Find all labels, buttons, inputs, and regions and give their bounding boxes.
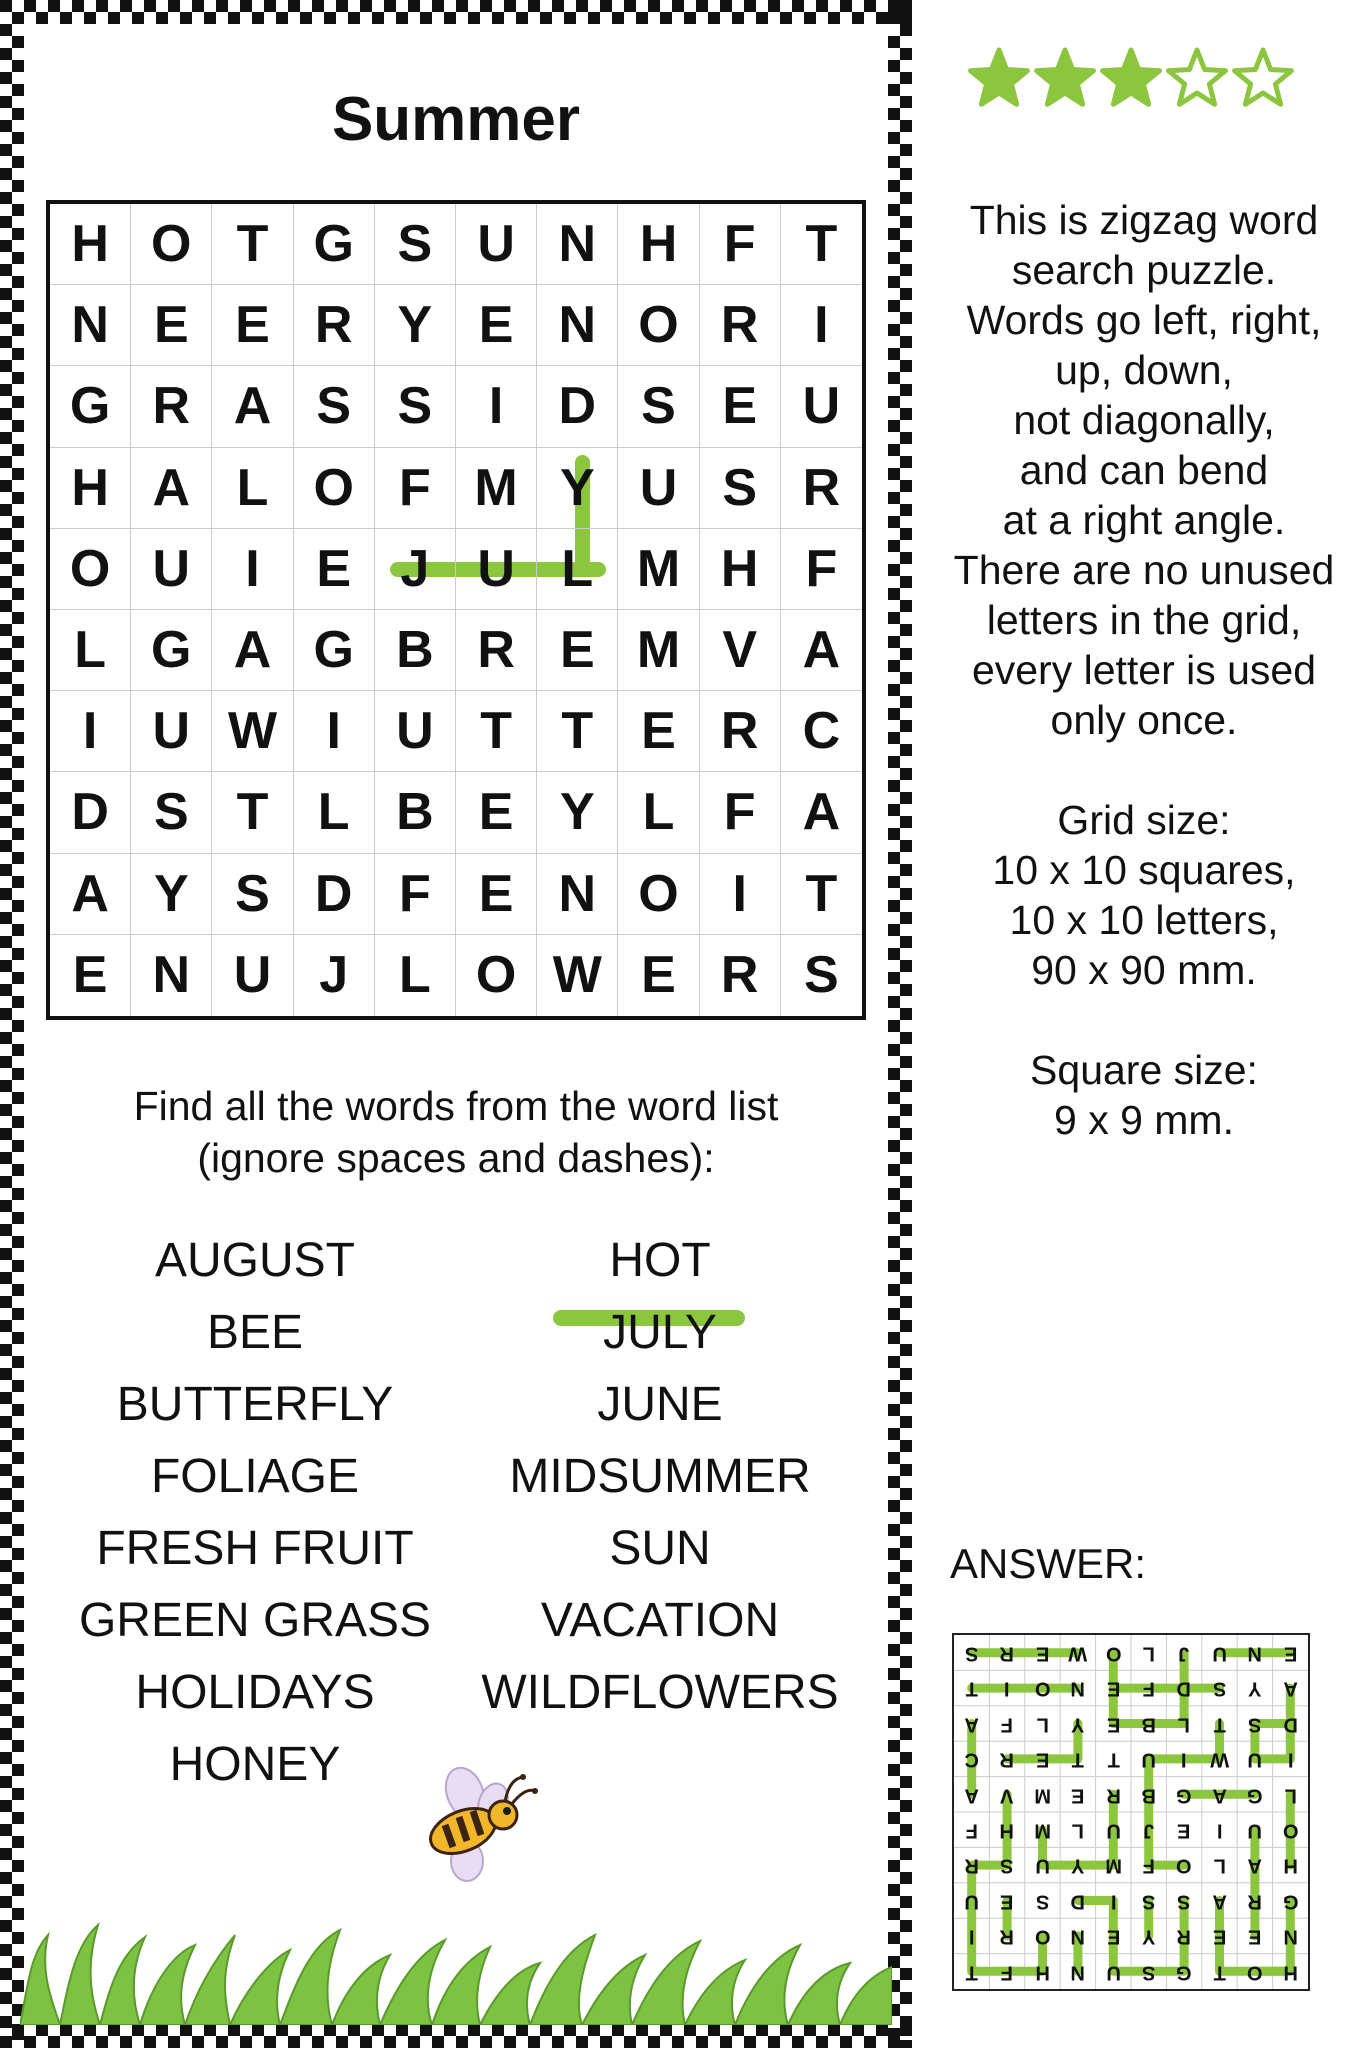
- answer-cell: D: [1070, 1890, 1086, 1912]
- grid-cell[interactable]: E: [700, 366, 781, 447]
- answer-label: ANSWER:: [950, 1540, 1147, 1587]
- answer-cell: U: [1106, 1960, 1121, 1983]
- grid-cell[interactable]: S: [700, 448, 781, 529]
- grid-cell[interactable]: T: [781, 204, 862, 285]
- answer-cell: R: [1106, 1783, 1121, 1806]
- grid-cell[interactable]: S: [131, 772, 212, 853]
- description-line: and can bend: [1019, 447, 1269, 493]
- answer-cell: E: [1035, 1642, 1050, 1665]
- grid-cell[interactable]: T: [537, 691, 618, 772]
- grid-cell[interactable]: F: [700, 772, 781, 853]
- grid-cell[interactable]: O: [618, 285, 699, 366]
- description-line: search puzzle.: [1011, 247, 1277, 293]
- grid-cell[interactable]: F: [375, 448, 456, 529]
- grid-cell[interactable]: N: [537, 854, 618, 935]
- answer-cell: L: [1036, 1713, 1049, 1735]
- grid-cell[interactable]: D: [50, 772, 131, 853]
- grid-cell[interactable]: R: [700, 935, 781, 1016]
- word-list-item: FOLIAGE: [150, 1450, 360, 1503]
- grid-cell[interactable]: U: [456, 204, 537, 285]
- grid-cell[interactable]: E: [50, 935, 131, 1016]
- grid-cell[interactable]: U: [456, 529, 537, 610]
- grid-cell[interactable]: O: [618, 854, 699, 935]
- answer-cell: I: [1287, 1748, 1294, 1771]
- grid-cell[interactable]: L: [212, 448, 293, 529]
- answer-cell: I: [1110, 1890, 1117, 1912]
- answer-cell: Y: [1248, 1677, 1262, 1700]
- grid-cell[interactable]: H: [50, 204, 131, 285]
- description-line: [920, 995, 1368, 1045]
- grid-cell[interactable]: O: [294, 448, 375, 529]
- answer-cell: E: [1106, 1925, 1120, 1948]
- answer-cell: S: [1142, 1960, 1156, 1983]
- answer-cell: U: [1247, 1819, 1263, 1842]
- answer-cell: I: [1004, 1677, 1010, 1700]
- word-list-right: [440, 1225, 880, 1729]
- grid-cell[interactable]: O: [131, 204, 212, 285]
- grid-cell[interactable]: S: [212, 854, 293, 935]
- grid-cell[interactable]: T: [212, 204, 293, 285]
- answer-cell: S: [1248, 1713, 1262, 1735]
- grid-cell[interactable]: A: [212, 366, 293, 447]
- star-empty-icon: [1169, 50, 1226, 104]
- answer-cell: E: [1000, 1890, 1014, 1912]
- answer-cell: U: [1141, 1748, 1156, 1771]
- answer-cell: I: [968, 1925, 975, 1948]
- answer-cell: L: [1177, 1713, 1191, 1735]
- answer-cell: D: [1176, 1677, 1192, 1700]
- answer-cell: L: [1213, 1854, 1226, 1877]
- star-empty-icon: [1235, 50, 1292, 104]
- grid-cell[interactable]: U: [781, 366, 862, 447]
- description-line: 90 x 90 mm.: [1031, 947, 1257, 993]
- answer-cell: W: [1210, 1748, 1229, 1771]
- grid-cell[interactable]: L: [537, 529, 618, 610]
- answer-cell: M: [1104, 1854, 1122, 1877]
- grid-cell[interactable]: A: [212, 610, 293, 691]
- answer-cell: N: [1070, 1677, 1086, 1700]
- word-list-left: [35, 1225, 475, 1801]
- answer-cell: A: [1283, 1677, 1298, 1700]
- grid-cell[interactable]: E: [456, 772, 537, 853]
- word-list-item: JULY: [603, 1306, 717, 1359]
- answer-cell: R: [1176, 1925, 1192, 1948]
- word-list-item: SUN: [609, 1522, 711, 1575]
- grid-cell[interactable]: V: [700, 610, 781, 691]
- grid-cell[interactable]: H: [50, 448, 131, 529]
- answer-cell: O: [1105, 1642, 1122, 1665]
- word-list-item: VACATION: [540, 1594, 780, 1647]
- answer-cell: E: [1035, 1748, 1050, 1771]
- answer-cell: A: [1212, 1890, 1227, 1912]
- grid-cell[interactable]: R: [456, 610, 537, 691]
- grid-cell[interactable]: S: [375, 366, 456, 447]
- description-line: 10 x 10 letters,: [1009, 897, 1279, 943]
- answer-cell: N: [1070, 1960, 1086, 1983]
- grid-cell[interactable]: Y: [131, 854, 212, 935]
- grid-cell[interactable]: E: [618, 691, 699, 772]
- grid-cell[interactable]: A: [781, 772, 862, 853]
- puzzle-description: [920, 195, 1368, 1145]
- answer-cell: F: [965, 1819, 978, 1842]
- grid-cell[interactable]: R: [131, 366, 212, 447]
- answer-cell: T: [1107, 1748, 1120, 1771]
- grid-cell[interactable]: A: [781, 610, 862, 691]
- answer-cell: E: [1212, 1925, 1227, 1948]
- answer-cell: S: [965, 1642, 979, 1665]
- answer-cell: J: [1178, 1642, 1190, 1665]
- answer-cell: H: [1283, 1854, 1298, 1877]
- answer-cell: U: [1247, 1748, 1263, 1771]
- description-line: letters in the grid,: [986, 597, 1302, 643]
- grid-cell[interactable]: E: [212, 285, 293, 366]
- grid-cell[interactable]: G: [294, 204, 375, 285]
- grid-cell[interactable]: D: [537, 366, 618, 447]
- grid-cell[interactable]: E: [456, 854, 537, 935]
- description-line: This is zigzag word: [969, 197, 1319, 243]
- grid-cell[interactable]: G: [294, 610, 375, 691]
- grid-cell[interactable]: L: [50, 610, 131, 691]
- answer-cell: O: [1176, 1854, 1192, 1877]
- word-list-item: HOLIDAYS: [135, 1666, 375, 1719]
- grid-cell[interactable]: I: [781, 285, 862, 366]
- answer-cell: A: [964, 1713, 979, 1735]
- answer-cell: O: [1247, 1960, 1263, 1983]
- grid-cell[interactable]: W: [212, 691, 293, 772]
- grid-cell[interactable]: H: [700, 529, 781, 610]
- answer-cell: N: [1247, 1642, 1263, 1665]
- grid-cell[interactable]: O: [456, 935, 537, 1016]
- grid-cell[interactable]: Y: [537, 772, 618, 853]
- description-line: 10 x 10 squares,: [992, 847, 1296, 893]
- answer-cell: R: [1247, 1890, 1263, 1912]
- grid-cell[interactable]: N: [537, 285, 618, 366]
- answer-cell: T: [1213, 1713, 1226, 1735]
- grid-cell[interactable]: E: [456, 285, 537, 366]
- answer-cell: A: [1247, 1854, 1263, 1877]
- grid-cell[interactable]: R: [700, 691, 781, 772]
- grid-cell[interactable]: T: [781, 854, 862, 935]
- grid-cell[interactable]: G: [50, 366, 131, 447]
- grid-cell[interactable]: F: [375, 854, 456, 935]
- answer-cell: U: [964, 1890, 979, 1912]
- grid-cell[interactable]: N: [50, 285, 131, 366]
- word-list-item: BEE: [206, 1306, 304, 1359]
- grid-cell[interactable]: A: [131, 448, 212, 529]
- grid-cell[interactable]: M: [618, 610, 699, 691]
- description-line: [920, 745, 1368, 795]
- answer-cell: E: [1106, 1677, 1120, 1700]
- grid-cell[interactable]: E: [537, 610, 618, 691]
- instruction-line-2: (ignore spaces and dashes):: [197, 1135, 715, 1181]
- grid-cell[interactable]: B: [375, 610, 456, 691]
- description-line: There are no unused: [953, 547, 1335, 593]
- word-list-item: BUTTERFLY: [116, 1378, 394, 1431]
- answer-cell: E: [1248, 1925, 1262, 1948]
- answer-cell: D: [1283, 1713, 1298, 1735]
- answer-cell: I: [1181, 1748, 1187, 1771]
- difficulty-stars: [965, 40, 1305, 120]
- word-list-item: FRESH FRUIT: [96, 1522, 414, 1575]
- grid-cell[interactable]: H: [618, 204, 699, 285]
- answer-cell: S: [1177, 1890, 1191, 1912]
- grid-cell[interactable]: F: [781, 529, 862, 610]
- grid-cell[interactable]: R: [781, 448, 862, 529]
- word-list-item: HONEY: [169, 1738, 341, 1791]
- answer-cell: O: [1282, 1819, 1299, 1842]
- grid-cell[interactable]: I: [294, 691, 375, 772]
- answer-cell: S: [1142, 1890, 1156, 1912]
- word-list-item: JUNE: [597, 1378, 723, 1431]
- answer-cell: F: [1000, 1960, 1014, 1983]
- answer-cell: H: [999, 1819, 1015, 1842]
- grid-cell[interactable]: I: [50, 691, 131, 772]
- star-filled-icon: [971, 50, 1028, 104]
- grid-cell[interactable]: E: [294, 529, 375, 610]
- answer-cell: W: [1068, 1642, 1088, 1665]
- grid-cell[interactable]: S: [618, 366, 699, 447]
- answer-cell: H: [1283, 1960, 1298, 1983]
- grid-cell[interactable]: J: [375, 529, 456, 610]
- grid-cell[interactable]: S: [294, 366, 375, 447]
- grid-cell[interactable]: S: [375, 204, 456, 285]
- answer-cell: H: [1035, 1960, 1050, 1983]
- answer-cell: F: [1000, 1713, 1014, 1735]
- instruction-line-1: Find all the words from the word list: [133, 1083, 779, 1129]
- grid-cell[interactable]: M: [456, 448, 537, 529]
- answer-cell: L: [1142, 1642, 1155, 1665]
- grid-cell[interactable]: Y: [375, 285, 456, 366]
- grid-cell[interactable]: F: [700, 204, 781, 285]
- grass-illustration: [20, 1875, 892, 2025]
- grid-cell[interactable]: A: [50, 854, 131, 935]
- answer-grid: [952, 1633, 1310, 1991]
- answer-cell: A: [1212, 1783, 1227, 1806]
- answer-cell: O: [1034, 1677, 1051, 1700]
- answer-cell: L: [1071, 1819, 1084, 1842]
- grid-cell[interactable]: E: [131, 285, 212, 366]
- description-line: at a right angle.: [1002, 497, 1286, 543]
- answer-cell: U: [1212, 1642, 1227, 1665]
- answer-cell: N: [1283, 1925, 1298, 1948]
- answer-cell: L: [1284, 1783, 1297, 1806]
- answer-cell: R: [999, 1642, 1015, 1665]
- grid-cell[interactable]: U: [212, 935, 293, 1016]
- answer-cell: S: [1000, 1854, 1014, 1877]
- answer-cell: S: [1212, 1677, 1227, 1700]
- answer-cell: E: [1283, 1642, 1297, 1665]
- grid-cell[interactable]: R: [700, 285, 781, 366]
- grid-cell[interactable]: D: [294, 854, 375, 935]
- answer-cell: R: [999, 1748, 1015, 1771]
- grid-cell[interactable]: M: [618, 529, 699, 610]
- word-list-item: GREEN GRASS: [78, 1594, 432, 1647]
- grid-cell[interactable]: O: [50, 529, 131, 610]
- grid-cell[interactable]: I: [212, 529, 293, 610]
- bee-illustration: [405, 1765, 545, 1885]
- grid-cell[interactable]: I: [700, 854, 781, 935]
- description-line: Words go left, right,: [966, 297, 1322, 343]
- word-list-item: AUGUST: [154, 1234, 355, 1287]
- instructions: [0, 1080, 912, 1184]
- answer-cell: Y: [1142, 1925, 1156, 1948]
- answer-cell: T: [1071, 1748, 1084, 1771]
- grid-cell[interactable]: U: [618, 448, 699, 529]
- answer-cell: G: [1282, 1890, 1299, 1912]
- answer-cell: T: [965, 1677, 978, 1700]
- puzzle-title: Summer: [331, 85, 581, 154]
- answer-cell: C: [964, 1748, 979, 1771]
- grid-cell[interactable]: L: [294, 772, 375, 853]
- answer-cell: A: [964, 1783, 979, 1806]
- grid-cell[interactable]: R: [294, 285, 375, 366]
- description-line: only once.: [1050, 697, 1238, 743]
- star-filled-icon: [1037, 50, 1094, 104]
- description-line: up, down,: [1055, 347, 1233, 393]
- answer-cell: T: [1213, 1960, 1226, 1983]
- answer-cell: U: [1106, 1819, 1121, 1842]
- word-list-item: MIDSUMMER: [509, 1450, 811, 1503]
- grid-cell[interactable]: U: [375, 691, 456, 772]
- answer-cell: N: [1070, 1925, 1086, 1948]
- grid-cell[interactable]: E: [618, 935, 699, 1016]
- grid-cell[interactable]: L: [618, 772, 699, 853]
- answer-cell: J: [1143, 1819, 1155, 1842]
- grid-cell[interactable]: W: [537, 935, 618, 1016]
- word-list-item: HOT: [609, 1234, 711, 1287]
- answer-cell: M: [1034, 1783, 1051, 1806]
- grid-cell[interactable]: U: [131, 529, 212, 610]
- answer-cell: E: [1106, 1713, 1120, 1735]
- answer-cell: T: [965, 1960, 978, 1983]
- answer-cell: B: [1141, 1713, 1156, 1735]
- grid-cell[interactable]: S: [804, 946, 839, 1005]
- grid-cell[interactable]: U: [131, 691, 212, 772]
- answer-cell: R: [964, 1854, 979, 1877]
- grid-cell[interactable]: T: [212, 772, 293, 853]
- description-line: every letter is used: [971, 647, 1317, 693]
- answer-cell: R: [999, 1925, 1015, 1948]
- grid-cell[interactable]: I: [456, 366, 537, 447]
- answer-cell: F: [1142, 1677, 1155, 1700]
- answer-cell: M: [1034, 1819, 1051, 1842]
- answer-cell: Y: [1071, 1854, 1085, 1877]
- description-line: Grid size:: [1057, 797, 1231, 843]
- grid-cell[interactable]: L: [375, 935, 456, 1016]
- answer-cell: B: [1141, 1783, 1156, 1806]
- answer-cell: G: [1176, 1960, 1192, 1983]
- answer-cell: U: [1035, 1854, 1050, 1877]
- star-filled-icon: [1103, 50, 1160, 104]
- grid-cell[interactable]: N: [131, 935, 212, 1016]
- word-list-item: WILDFLOWERS: [481, 1666, 839, 1719]
- answer-cell: E: [1071, 1783, 1085, 1806]
- grid-cell[interactable]: C: [781, 691, 862, 772]
- description-line: 9 x 9 mm.: [1054, 1097, 1234, 1143]
- answer-cell: E: [1177, 1819, 1191, 1842]
- grid-cell[interactable]: T: [456, 691, 537, 772]
- answer-cell: F: [1142, 1854, 1155, 1877]
- grid-cell[interactable]: J: [294, 935, 375, 1016]
- answer-cell: V: [1000, 1783, 1014, 1806]
- description-line: not diagonally,: [1013, 397, 1275, 443]
- grid-cell[interactable]: N: [537, 204, 618, 285]
- answer-cell: I: [1216, 1819, 1223, 1842]
- answer-cell: O: [1034, 1925, 1051, 1948]
- grid-cell[interactable]: Y: [537, 448, 618, 529]
- grid-cell[interactable]: B: [375, 772, 456, 853]
- grid-cell[interactable]: G: [131, 610, 212, 691]
- answer-cell: Y: [1071, 1713, 1085, 1735]
- answer-cell: G: [1176, 1783, 1192, 1806]
- answer-cell: G: [1247, 1783, 1263, 1806]
- answer-cell: S: [1035, 1890, 1050, 1912]
- description-line: Square size:: [1030, 1047, 1258, 1093]
- letter-grid: [46, 200, 866, 1020]
